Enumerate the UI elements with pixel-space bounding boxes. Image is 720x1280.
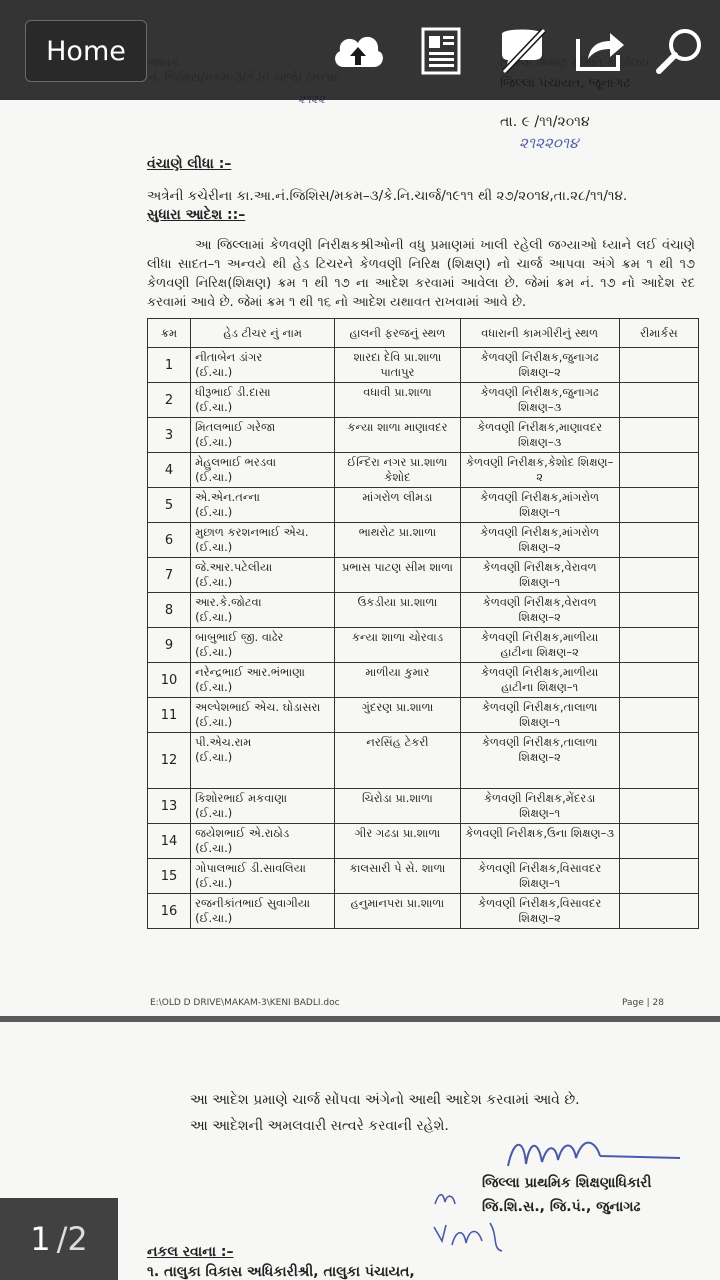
- head-teacher-role: (ઈ.ચા.): [195, 435, 233, 449]
- copy-to-item-1: ૧. તાલુકા વિકાસ અધિકારીશ્રી, તાલુકા પંચાયત,: [147, 1264, 415, 1280]
- table-row: [148, 894, 699, 929]
- cell-remarks: [619, 453, 698, 488]
- footer-page-number: Page | 28: [622, 998, 664, 1008]
- cell-current-place: ગીર ગઢડા પ્રા.શાળા: [335, 824, 460, 859]
- head-teacher-role: (ઈ.ચા.): [195, 470, 233, 484]
- cell-current-place: વધાવી પ્રા.શાળા: [335, 383, 460, 418]
- order-line-1: આ આદેશ પ્રમાણે ચાર્જ સોંપવા અંગેનો આથી આદેશ કરવામાં આવે છે.: [190, 1092, 580, 1108]
- head-teacher-role: (ઈ.ચા.): [195, 645, 233, 659]
- cell-serial: 10: [148, 663, 191, 698]
- no-comment-icon[interactable]: [494, 25, 550, 77]
- cloud-upload-icon[interactable]: [330, 25, 386, 77]
- cell-extra-place: કેળવણી નિરીક્ષક,વિસાવદર શિક્ષણ–૧: [460, 859, 619, 894]
- cell-name: [191, 859, 335, 894]
- cell-remarks: [619, 418, 698, 453]
- head-teacher-role: (ઈ.ચા.): [195, 841, 233, 855]
- cell-remarks: [619, 663, 698, 698]
- cell-serial: 3: [148, 418, 191, 453]
- cell-current-place: ગુંદરણ પ્રા.શાળા: [335, 698, 460, 733]
- cell-name: [191, 558, 335, 593]
- cell-serial: 15: [148, 859, 191, 894]
- cell-current-place: હનુમાનપરા પ્રા.શાળા: [335, 894, 460, 929]
- cell-remarks: [619, 789, 698, 824]
- total-pages: /2: [56, 1220, 88, 1258]
- cell-remarks: [619, 733, 698, 789]
- cell-remarks: [619, 628, 698, 663]
- table-row: [148, 789, 699, 824]
- head-teacher-role: (ઈ.ચા.): [195, 715, 233, 729]
- cell-remarks: [619, 383, 698, 418]
- head-teacher-name: નરેન્દ્રભાઈ આર.ભંભાણા: [195, 665, 305, 679]
- cell-extra-place: કેળવણી નિરીક્ષક,માંગરોળ શિક્ષણ–૧: [460, 488, 619, 523]
- cell-serial: 11: [148, 698, 191, 733]
- col-header-serial: ક્રમ: [148, 319, 191, 348]
- head-teacher-name: કિશોરભાઈ મકવાણા: [195, 791, 288, 805]
- cell-extra-place: કેળવણી નિરીક્ષક,જુનાગઢ શિક્ષણ–૩: [460, 383, 619, 418]
- table-row: [148, 663, 699, 698]
- cell-serial: 4: [148, 453, 191, 488]
- cell-remarks: [619, 859, 698, 894]
- cell-remarks: [619, 593, 698, 628]
- cell-extra-place: કેળવણી નિરીક્ષક,કેશોદ શિક્ષણ–૨: [460, 453, 619, 488]
- table-row: [148, 453, 699, 488]
- table-row: [148, 383, 699, 418]
- cell-remarks: [619, 894, 698, 929]
- cell-extra-place: કેળવણી નિરીક્ષક,વેરાવળ શિક્ષણ–૧: [460, 558, 619, 593]
- cell-current-place: ચિરોડા પ્રા.શાળા: [335, 789, 460, 824]
- share-icon[interactable]: [572, 25, 628, 77]
- table-row: [148, 733, 699, 789]
- head-teacher-role: (ઈ.ચા.): [195, 505, 233, 519]
- handwritten-initials: [433, 1188, 463, 1213]
- head-teacher-role: (ઈ.ચા.): [195, 540, 233, 554]
- cell-extra-place: કેળવણી નિરીક્ષક,જુનાગઢ શિક્ષણ–૨: [460, 348, 619, 383]
- current-page-number: 1: [30, 1220, 51, 1258]
- head-teacher-name: જે.આર.પટેલીયા: [195, 560, 273, 574]
- head-teacher-name: મુછાળ કરશનભાઈ એચ.: [195, 525, 309, 539]
- cell-remarks: [619, 698, 698, 733]
- head-teacher-name: આર.કે.જોટવા: [195, 595, 262, 609]
- cell-extra-place: કેળવણી નિરીક્ષક,વિસાવદર શિક્ષણ–૨: [460, 894, 619, 929]
- head-teacher-name: ધીરૂભાઈ ડી.દાસા: [195, 385, 271, 399]
- table-row: [148, 698, 699, 733]
- cell-serial: 7: [148, 558, 191, 593]
- cell-name: [191, 789, 335, 824]
- cell-current-place: શારદા દેવિ પ્રા.શાળા પાતાપુર: [335, 348, 460, 383]
- table-row: [148, 348, 699, 383]
- head-teacher-role: (ઈ.ચા.): [195, 365, 233, 379]
- document-icon[interactable]: [413, 25, 469, 77]
- head-teacher-name: એ.એન.તન્ના: [195, 490, 260, 504]
- head-teacher-role: (ઈ.ચા.): [195, 575, 233, 589]
- cell-current-place: કન્યા શાળા માણાવદર: [335, 418, 460, 453]
- cell-name: [191, 698, 335, 733]
- cell-serial: 5: [148, 488, 191, 523]
- search-icon[interactable]: [652, 25, 708, 77]
- head-teacher-role: (ઈ.ચા.): [195, 610, 233, 624]
- cell-serial: 16: [148, 894, 191, 929]
- cell-serial: 2: [148, 383, 191, 418]
- cell-current-place: ઉકડીયા પ્રા.શાળા: [335, 593, 460, 628]
- cell-extra-place: કેળવણી નિરીક્ષક,વેરાવળ શિક્ષણ–૨: [460, 593, 619, 628]
- cell-name: [191, 348, 335, 383]
- cell-remarks: [619, 824, 698, 859]
- footer-file-path: E:\OLD D DRIVE\MAKAM-3\KENI BADLI.doc: [150, 998, 340, 1008]
- handwritten-note-icon: [432, 1215, 512, 1255]
- cell-remarks: [619, 558, 698, 593]
- head-teacher-name: ગોપાલભાઈ ડી.સાવલિયા: [195, 861, 306, 875]
- table-row: [148, 488, 699, 523]
- head-teacher-name: જયેશભાઈ એ.રાઠોડ: [195, 826, 290, 840]
- col-header-extra-place: વધારાની કામગીરીનું સ્થળ: [460, 319, 619, 348]
- head-teacher-role: (ઈ.ચા.): [195, 750, 233, 764]
- cell-serial: 14: [148, 824, 191, 859]
- cell-current-place: કન્યા શાળા ચોરવાડ: [335, 628, 460, 663]
- head-teacher-role: (ઈ.ચા.): [195, 911, 233, 925]
- cell-remarks: [619, 523, 698, 558]
- action-bar: [0, 0, 720, 100]
- head-teacher-role: (ઈ.ચા.): [195, 680, 233, 694]
- head-teacher-name: રજનીકાંતભાઈ સુવાગીયા: [195, 896, 311, 910]
- reference-line: અત્રેની કચેરીના કા.આ.નં.જિશિસ/મકમ–૩/કે.નિ.ચાર્જ/૧૯૧૧ થી ૨૭/૨૦૧૪,તા.૨૮/૧૧/૧૪.: [147, 188, 628, 204]
- home-button[interactable]: Home: [25, 20, 147, 82]
- cell-current-place: પ્રભાસ પાટણ સીમ શાળા: [335, 558, 460, 593]
- cell-extra-place: કેળવણી નિરીક્ષક,તાલાળા શિક્ષણ–૧: [460, 698, 619, 733]
- cell-name: [191, 824, 335, 859]
- head-teacher-role: (ઈ.ચા.): [195, 876, 233, 890]
- cell-current-place: માળીયા કુમાર: [335, 663, 460, 698]
- signature-icon: [504, 1128, 684, 1178]
- cell-name: [191, 523, 335, 558]
- table-row: [148, 628, 699, 663]
- cell-extra-place: કેળવણી નિરીક્ષક,તાલાળા શિક્ષણ–૨: [460, 733, 619, 789]
- initials-icon: [433, 1188, 463, 1210]
- cell-serial: 8: [148, 593, 191, 628]
- head-teacher-role: (ઈ.ચા.): [195, 806, 233, 820]
- head-teacher-name: પી.એચ.રામ: [195, 735, 252, 749]
- table-row: [148, 523, 699, 558]
- table-row: [148, 593, 699, 628]
- cell-name: [191, 628, 335, 663]
- correction-section-title: સુધારા આદેશ ::–: [147, 207, 246, 223]
- cell-serial: 9: [148, 628, 191, 663]
- head-teacher-name: અલ્પેશભાઈ એચ. ઘોડાસરા: [195, 700, 321, 714]
- cell-extra-place: કેળવણી નિરીક્ષક,માંગરોળ શિક્ષણ–૨: [460, 523, 619, 558]
- cell-remarks: [619, 488, 698, 523]
- head-teacher-role: (ઈ.ચા.): [195, 400, 233, 414]
- table-row: [148, 558, 699, 593]
- table-row: [148, 824, 699, 859]
- head-teacher-name: બાબુભાઈ જી. વાઢેર: [195, 630, 284, 644]
- cell-name: [191, 894, 335, 929]
- charge-assignment-table: [147, 318, 699, 929]
- cell-current-place: કાલસારી પે સે. શાળા: [335, 859, 460, 894]
- cell-name: [191, 453, 335, 488]
- handwritten-stamp-number: ૨૧૨૨૦૧૪: [519, 134, 579, 152]
- signatory-office: જિ.શિ.સ., જિ.પં., જુનાગઢ: [482, 1199, 641, 1215]
- cell-name: [191, 488, 335, 523]
- order-date: તા. ૯ /૧૧/૨૦૧૪: [500, 114, 590, 130]
- cell-extra-place: કેળવણી નિરીક્ષક,માળીયા હાટીના શિક્ષણ–૧: [460, 663, 619, 698]
- cell-current-place: નરસિંહ ટેકરી: [335, 733, 460, 789]
- col-header-remarks: રીમાર્કસ: [619, 319, 698, 348]
- cell-serial: 12: [148, 733, 191, 789]
- page-indicator: [0, 1198, 118, 1280]
- cell-current-place: માંગરોળ લીમડા: [335, 488, 460, 523]
- cell-current-place: ઈન્દિરા નગર પ્રા.શાળા કેશોદ: [335, 453, 460, 488]
- cell-remarks: [619, 348, 698, 383]
- head-teacher-name: મેહુલભાઈ ભરડવા: [195, 455, 277, 469]
- cell-extra-place: કેળવણી નિરીક્ષક,માળીયા હાટીના શિક્ષણ–૨: [460, 628, 619, 663]
- col-header-name: હેડ ટીચર નું નામ: [191, 319, 335, 348]
- cell-serial: 13: [148, 789, 191, 824]
- table-row: [148, 418, 699, 453]
- col-header-current-place: હાલની ફરજનું સ્થળ: [335, 319, 460, 348]
- cell-name: [191, 383, 335, 418]
- cell-extra-place: કેળવણી નિરીક્ષક,ઉના શિક્ષણ–૩: [460, 824, 619, 859]
- cell-name: [191, 593, 335, 628]
- table-row: [148, 859, 699, 894]
- cell-serial: 1: [148, 348, 191, 383]
- signatory-title: જિલ્લા પ્રાથમિક શિક્ષણાધિકારી: [482, 1175, 652, 1191]
- copy-to-title: નકલ રવાના :–: [147, 1244, 234, 1260]
- handwritten-date-note: [432, 1215, 512, 1259]
- cell-name: [191, 418, 335, 453]
- head-teacher-name: મિતલભાઈ ગરેજા: [195, 420, 276, 434]
- order-paragraph: આ જિલ્લામાં કેળવણી નિરીક્ષકશ્રીઓની વધુ પ્રમાણમાં ખાલી રહેલી જગ્યાઓ ધ્યાને લઈ વંચાણે લીધા સાદત–૧ અન્વયે થી હેડ ટિચરને કેળવણી નિરિક્ષ (શિક્ષણ) નો ચાર્જ આપવા અંગે ક્રમ ૧ થી ૧૭ કેળવણી નિરિક્ષ(શિક્ષણ) ક્રમ ૧ થી ૧૭ ના આદેશ કરવામાં આવેલા છે. જેમાં ક્રમ નં. ૧૭ નો આદેશ રદ કરવામાં આવે છે. જેમાં ક્રમ ૧ થી ૧૬ નો આદેશ યથાવત રાખવામાં આવે છે.: [147, 238, 695, 310]
- read-section-title: વંચાણે લીધા :–: [147, 156, 232, 172]
- cell-extra-place: કેળવણી નિરીક્ષક,મેંદરડા શિક્ષણ–૧: [460, 789, 619, 824]
- cell-name: [191, 663, 335, 698]
- order-line-2: આ આદેશની અમલવારી સત્વરે કરવાની રહેશે.: [190, 1118, 449, 1134]
- head-teacher-name: નીતાબેન ડાંગર: [195, 350, 263, 364]
- cell-extra-place: કેળવણી નિરીક્ષક,માણાવદર શિક્ષણ–૩: [460, 418, 619, 453]
- cell-serial: 6: [148, 523, 191, 558]
- cell-name: [191, 733, 335, 789]
- cell-current-place: ભાથરોટ પ્રા.શાળા: [335, 523, 460, 558]
